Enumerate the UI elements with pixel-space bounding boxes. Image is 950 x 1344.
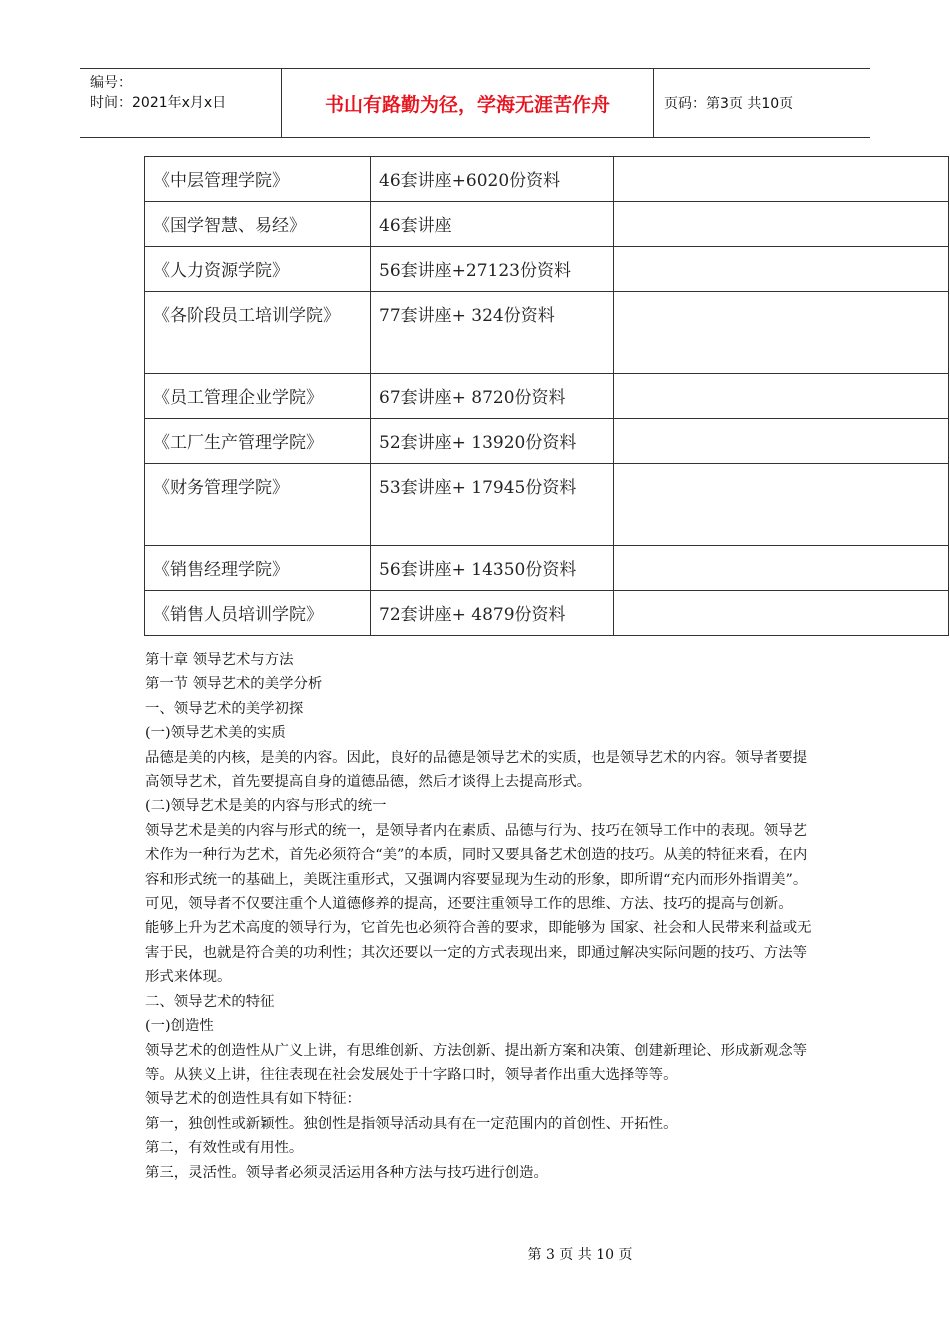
table-row	[145, 546, 949, 591]
table-cell-content: 46套讲座+6020份资料	[371, 157, 614, 202]
table-row	[145, 464, 949, 546]
document-number-label: 编号：	[90, 75, 132, 91]
table-cell-note	[614, 292, 949, 374]
table-cell-name: 《财务管理学院》	[145, 464, 371, 546]
header-page-code: 页码：第3页 共10页	[664, 96, 794, 112]
table-cell-name: 《国学智慧、易经》	[145, 202, 371, 247]
header-motto: 书山有路勤为径，学海无涯苦作舟	[282, 69, 654, 137]
resources-table	[144, 156, 949, 636]
page-footer	[0, 1244, 950, 1264]
table-cell-note	[614, 157, 949, 202]
table-row	[145, 591, 949, 636]
table-cell-note	[614, 419, 949, 464]
body-paragraph: 第一节 领导艺术的美学分析	[145, 676, 323, 693]
table-cell-name: 《中层管理学院》	[145, 157, 371, 202]
body-paragraph: 第二，有效性或有用性。	[145, 1140, 304, 1157]
table-row	[145, 292, 949, 374]
table-row	[145, 247, 949, 292]
table-cell-name: 《员工管理企业学院》	[145, 374, 371, 419]
table-cell-note	[614, 591, 949, 636]
table-cell-content: 56套讲座+ 14350份资料	[371, 546, 614, 591]
table-row	[145, 157, 949, 202]
table-cell-content: 56套讲座+27123份资料	[371, 247, 614, 292]
body-paragraph: 领导艺术是美的内容与形式的统一，是领导者内在素质、品德与行为、技巧在领导工作中的表现。领导艺术作为一种行为艺术，首先必须符合“美”的本质，同时又要具备艺术创造的技巧。从美的特征来看，在内容和形式统一的基础上，美既注重形式，又强调内容要显现为生动的形象，即所谓“充内而形外指谓美”。可见，领导者不仅要注重个人道德修养的提高，还要注重领导工作的思维、方法、技巧的提高与创新。	[145, 822, 808, 913]
table-cell-name: 《人力资源学院》	[145, 247, 371, 292]
table-row	[145, 202, 949, 247]
table-cell-content: 77套讲座+ 324份资料	[371, 292, 614, 374]
table-cell-content: 52套讲座+ 13920份资料	[371, 419, 614, 464]
body-paragraph: 二、领导艺术的特征	[145, 993, 275, 1010]
table-cell-note	[614, 202, 949, 247]
body-paragraph: (二)领导艺术是美的内容与形式的统一	[145, 798, 387, 815]
body-paragraph: 品德是美的内核，是美的内容。因此，良好的品德是领导艺术的实质，也是领导艺术的内容。领导者要提高领导艺术，首先要提高自身的道德品德，然后才谈得上去提高形式。	[145, 749, 807, 791]
table-cell-note	[614, 247, 949, 292]
footer-page-number: 第 3 页 共 10 页	[527, 1247, 633, 1263]
table-cell-content: 72套讲座+ 4879份资料	[371, 591, 614, 636]
body-paragraph: 第三，灵活性。领导者必须灵活运用各种方法与技巧进行创造。	[145, 1164, 548, 1181]
body-paragraph: (一)创造性	[145, 1018, 214, 1035]
body-paragraph: 领导艺术的创造性从广义上讲，有思维创新、方法创新、提出新方案和决策、创建新理论、形成新观念等等。从狭义上讲，往往表现在社会发展处于十字路口时，领导者作出重大选择等等。	[145, 1042, 807, 1083]
body-paragraph: 一、领导艺术的美学初探	[145, 700, 304, 717]
table-cell-name: 《销售人员培训学院》	[145, 591, 371, 636]
body-paragraph: 第一，独创性或新颖性。独创性是指领导活动具有在一定范围内的首创性、开拓性。	[145, 1115, 678, 1132]
table-cell-note	[614, 546, 949, 591]
chapter-body	[145, 648, 813, 1185]
table-cell-note	[614, 374, 949, 419]
table-cell-content: 67套讲座+ 8720份资料	[371, 374, 614, 419]
table-cell-name: 《各阶段员工培训学院》	[145, 292, 371, 374]
table-cell-name: 《工厂生产管理学院》	[145, 419, 371, 464]
body-paragraph: 能够上升为艺术高度的领导行为，它首先也必须符合善的要求，即能够为 国家、社会和人民带来利益或无害于民，也就是符合美的功利性；其次还要以一定的方式表现出来，即通过解决实际问题的技巧、方法等形式来体现。	[145, 920, 812, 986]
body-paragraph: 领导艺术的创造性具有如下特征：	[145, 1091, 361, 1108]
table-row	[145, 374, 949, 419]
table-cell-content: 53套讲座+ 17945份资料	[371, 464, 614, 546]
body-paragraph: 第十章 领导艺术与方法	[145, 652, 294, 668]
document-date-label: 时间：2021年x月x日	[90, 95, 227, 111]
table-cell-name: 《销售经理学院》	[145, 546, 371, 591]
table-row	[145, 419, 949, 464]
table-cell-content: 46套讲座	[371, 202, 614, 247]
body-paragraph: (一)领导艺术美的实质	[145, 725, 286, 742]
table-cell-note	[614, 464, 949, 546]
page-header	[80, 68, 870, 138]
header-meta	[80, 69, 282, 137]
